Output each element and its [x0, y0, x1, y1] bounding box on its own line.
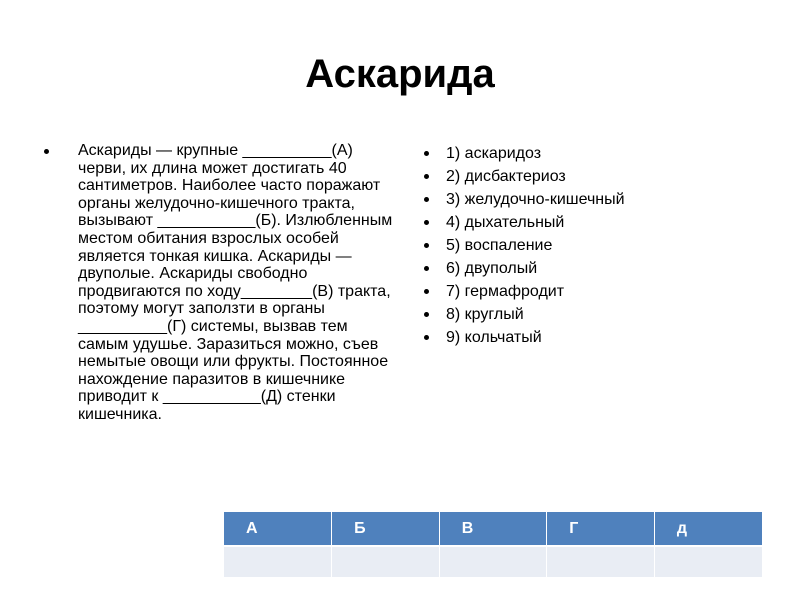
- answer-table-header-row: [224, 512, 762, 546]
- bullet-icon: [424, 312, 429, 317]
- option-label: 9) кольчатый: [446, 329, 542, 346]
- option-item: [420, 142, 760, 165]
- bullet-icon: [424, 220, 429, 225]
- answer-table: [224, 512, 762, 577]
- option-label: 2) дисбактериоз: [446, 168, 566, 185]
- bullet-icon: [424, 151, 429, 156]
- header-v: В: [439, 512, 547, 546]
- bullet-icon: [424, 266, 429, 271]
- option-label: 3) желудочно-кишечный: [446, 191, 625, 208]
- option-label: 4) дыхательный: [446, 214, 565, 231]
- option-item: [420, 188, 760, 211]
- option-label: 7) гермафродит: [446, 283, 565, 300]
- header-d: д: [654, 512, 762, 546]
- option-label: 6) двуполый: [446, 260, 538, 277]
- bullet-icon: [424, 243, 429, 248]
- option-label: 5) воспаление: [446, 237, 553, 254]
- header-a: А: [224, 512, 332, 546]
- bullet-icon: [424, 197, 429, 202]
- bullet-icon: [424, 289, 429, 294]
- passage-bullet: [40, 142, 395, 424]
- bullet-icon: [424, 174, 429, 179]
- answer-row: [224, 546, 762, 577]
- header-g: Г: [547, 512, 655, 546]
- bullet-icon: [424, 335, 429, 340]
- passage-text: Аскариды — крупные __________(А) черви, их длина может достигать 40 сантиметров. Наиболее часто поражают органы желудочно-кишечного тракта, вызывают ___________(Б). Излюбленным местом обитания взрослых особей является тонкая кишка. Аскариды — двуполые. Аскариды свободно продвигаются по ходу________(В) тракта, поэтому могут заползти в органы __________(Г) системы, вызвав тем самым удушье. Заразиться можно, съев немытые овощи или фрукты. Постоянное нахождение паразитов в кишечнике приводит к ___________(Д) стенки кишечника.: [78, 142, 393, 423]
- answer-cell-d[interactable]: [654, 546, 762, 577]
- answer-cell-g[interactable]: [547, 546, 655, 577]
- option-item: [420, 165, 760, 188]
- option-item: [420, 211, 760, 234]
- option-item: [420, 326, 760, 349]
- answer-cell-a[interactable]: [224, 546, 332, 577]
- bullet-icon: [44, 149, 49, 154]
- answer-cell-v[interactable]: [439, 546, 547, 577]
- passage-column: [40, 142, 395, 424]
- options-column: [420, 142, 760, 349]
- option-item: [420, 303, 760, 326]
- option-item: [420, 280, 760, 303]
- answer-cell-b[interactable]: [332, 546, 440, 577]
- option-item: [420, 234, 760, 257]
- slide-title: Аскарида: [305, 52, 495, 96]
- options-list: [420, 142, 760, 349]
- option-label: 8) круглый: [446, 306, 524, 323]
- header-b: Б: [332, 512, 440, 546]
- option-label: 1) аскаридоз: [446, 145, 542, 162]
- option-item: [420, 257, 760, 280]
